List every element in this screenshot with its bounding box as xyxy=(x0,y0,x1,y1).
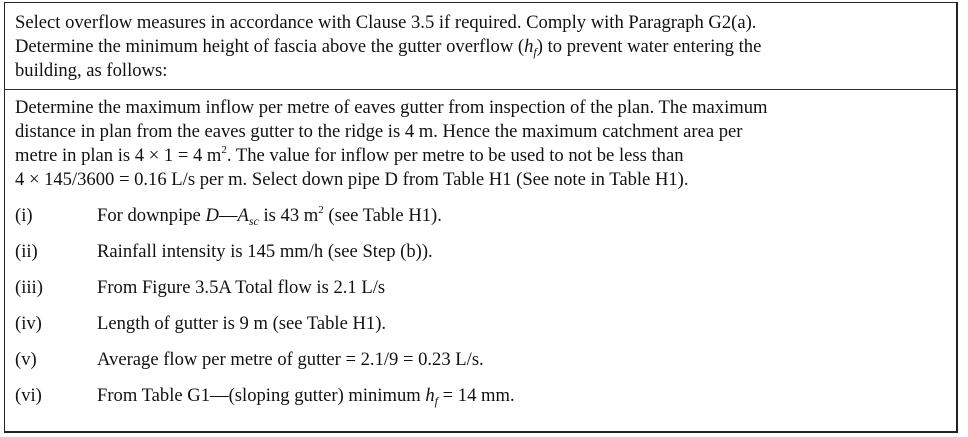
step-number: (i) xyxy=(15,205,33,226)
step-text-mid: is 43 m xyxy=(258,205,319,226)
downpipe-variable: D xyxy=(205,205,219,226)
step-item xyxy=(15,234,946,270)
fascia-height-subscript: f xyxy=(434,394,439,408)
document-box xyxy=(4,2,958,433)
fascia-height-subscript: f xyxy=(533,45,537,59)
step-item xyxy=(15,378,946,414)
intro-line-3: building, as follows: xyxy=(15,60,168,81)
intro-line-1: Select overflow measures in accordance with Clause 3.5 if required. Comply with Paragraph G2(a). xyxy=(15,12,757,33)
fascia-height-symbol: h xyxy=(425,385,435,406)
fascia-height-variable xyxy=(524,36,537,57)
step-number: (ii) xyxy=(15,241,38,262)
step-item xyxy=(15,198,946,234)
step-text xyxy=(97,384,515,408)
step-number: (iv) xyxy=(15,313,42,334)
calculation-section xyxy=(5,90,956,414)
step-item xyxy=(15,306,946,342)
body-line-4: 4 × 145/3600 = 0.16 L/s per m. Select down pipe D from Table H1 (See note in Table H1). xyxy=(15,169,689,190)
catchment-area-symbol: A xyxy=(237,205,249,226)
step-text: From Figure 3.5A Total flow is 2.1 L/s xyxy=(97,277,386,298)
catchment-area-subscript: sc xyxy=(248,214,259,228)
step-number: (iii) xyxy=(15,277,43,298)
area-exponent: 2 xyxy=(318,204,324,216)
step-list xyxy=(15,198,946,414)
step-text-start: For downpipe xyxy=(97,205,206,226)
step-text: Rainfall intensity is 145 mm/h (see Step (b)). xyxy=(97,241,433,262)
step-text: Average flow per metre of gutter = 2.1/9 = 0.23 L/s. xyxy=(97,349,484,370)
fascia-height-symbol: h xyxy=(524,36,534,57)
intro-line-2-start: Determine the minimum height of fascia above the gutter overflow ( xyxy=(15,36,525,57)
step-number: (v) xyxy=(15,349,37,370)
body-line-1: Determine the maximum inflow per metre of eaves gutter from inspection of the plan. The maximum xyxy=(15,97,768,118)
intro-line-2 xyxy=(15,35,946,59)
body-line-3 xyxy=(15,144,946,168)
area-exponent: 2 xyxy=(221,144,227,156)
intro-section xyxy=(5,3,956,89)
step-text-start: From Table G1—(sloping gutter) minimum xyxy=(97,385,426,406)
step-text-end: = 14 mm. xyxy=(438,385,515,406)
fascia-height-variable xyxy=(425,385,438,406)
intro-line-2-end: ) to prevent water entering the xyxy=(536,36,762,57)
step-text: Length of gutter is 9 m (see Table H1). xyxy=(97,313,387,334)
step-text-end: (see Table H1). xyxy=(323,205,442,226)
catchment-area-variable xyxy=(238,205,259,226)
step-item xyxy=(15,342,946,378)
body-line-3-end: . The value for inflow per metre to be used to not be less than xyxy=(226,145,684,166)
body-line-2: distance in plan from the eaves gutter to the ridge is 4 m. Hence the maximum catchment area per xyxy=(15,121,743,142)
step-dash: — xyxy=(218,205,238,226)
step-number: (vi) xyxy=(15,385,42,406)
body-line-3-start: metre in plan is 4 × 1 = 4 m xyxy=(15,145,222,166)
step-text xyxy=(97,204,442,228)
step-item xyxy=(15,270,946,306)
